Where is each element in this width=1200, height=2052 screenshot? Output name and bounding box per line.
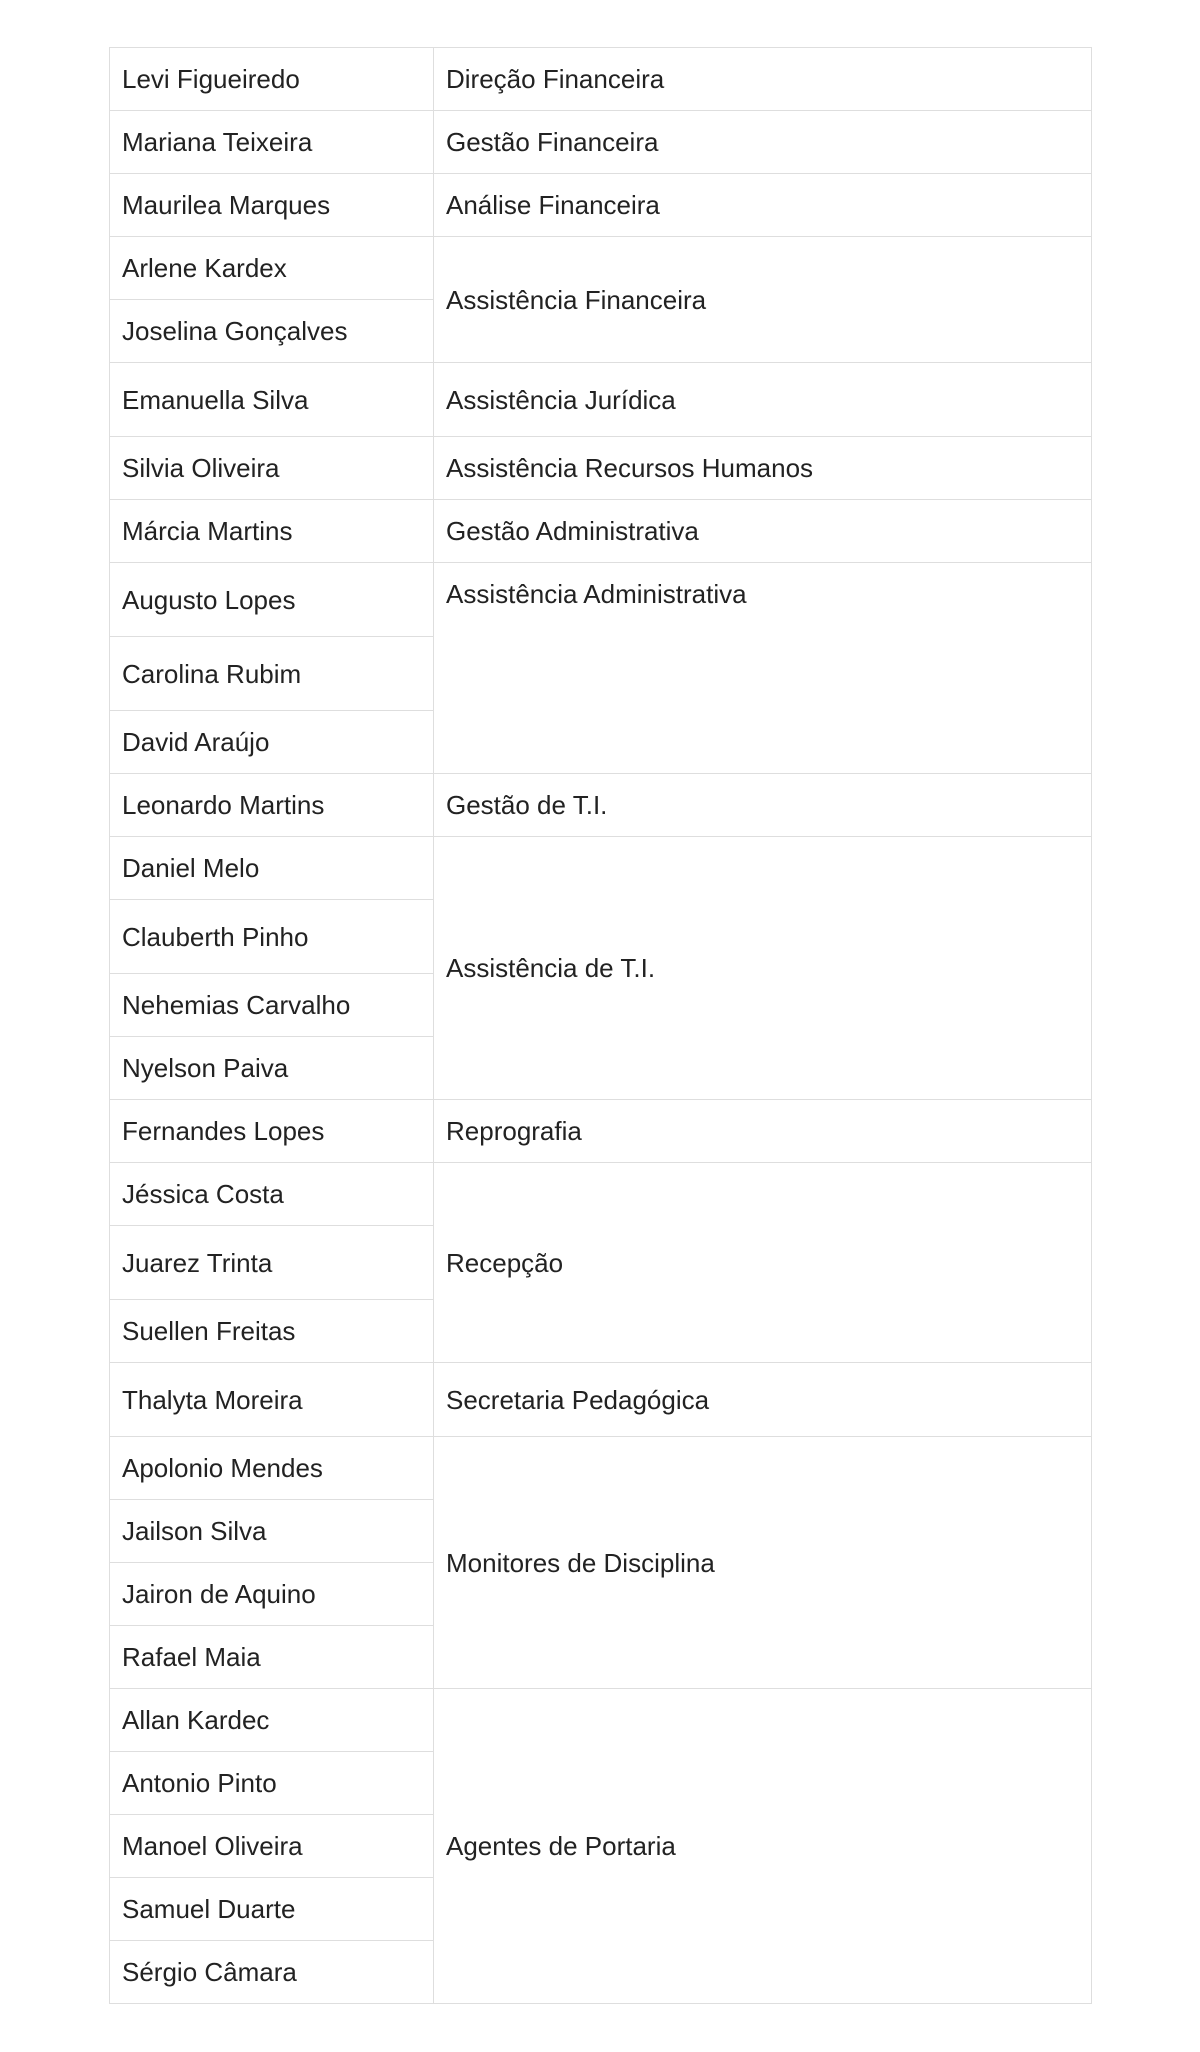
person-name-cell: Antonio Pinto xyxy=(110,1752,434,1815)
role-cell: Gestão de T.I. xyxy=(434,774,1092,837)
person-name-cell: Jailson Silva xyxy=(110,1500,434,1563)
person-name-cell: Arlene Kardex xyxy=(110,237,434,300)
person-name-cell: Maurilea Marques xyxy=(110,174,434,237)
role-cell: Assistência Administrativa xyxy=(434,563,1092,774)
table-row xyxy=(110,174,1092,237)
staff-table xyxy=(109,47,1092,2004)
person-name-cell: Carolina Rubim xyxy=(110,637,434,711)
person-name-cell: Jéssica Costa xyxy=(110,1163,434,1226)
person-name-cell: Nyelson Paiva xyxy=(110,1037,434,1100)
table-row xyxy=(110,363,1092,437)
person-name-cell: David Araújo xyxy=(110,711,434,774)
table-row xyxy=(110,111,1092,174)
person-name-cell: Augusto Lopes xyxy=(110,563,434,637)
role-cell: Gestão Administrativa xyxy=(434,500,1092,563)
person-name-cell: Thalyta Moreira xyxy=(110,1363,434,1437)
person-name-cell: Manoel Oliveira xyxy=(110,1815,434,1878)
table-row xyxy=(110,1163,1092,1226)
person-name-cell: Levi Figueiredo xyxy=(110,48,434,111)
person-name-cell: Apolonio Mendes xyxy=(110,1437,434,1500)
table-row xyxy=(110,237,1092,300)
role-cell: Assistência Recursos Humanos xyxy=(434,437,1092,500)
person-name-cell: Daniel Melo xyxy=(110,837,434,900)
person-name-cell: Sérgio Câmara xyxy=(110,1941,434,2004)
staff-table-body xyxy=(110,48,1092,2004)
person-name-cell: Leonardo Martins xyxy=(110,774,434,837)
person-name-cell: Joselina Gonçalves xyxy=(110,300,434,363)
table-row xyxy=(110,774,1092,837)
person-name-cell: Emanuella Silva xyxy=(110,363,434,437)
role-cell: Agentes de Portaria xyxy=(434,1689,1092,2004)
person-name-cell: Suellen Freitas xyxy=(110,1300,434,1363)
table-row xyxy=(110,1437,1092,1500)
role-cell: Gestão Financeira xyxy=(434,111,1092,174)
person-name-cell: Mariana Teixeira xyxy=(110,111,434,174)
table-row xyxy=(110,437,1092,500)
role-cell: Secretaria Pedagógica xyxy=(434,1363,1092,1437)
role-cell: Análise Financeira xyxy=(434,174,1092,237)
role-cell: Assistência Financeira xyxy=(434,237,1092,363)
person-name-cell: Allan Kardec xyxy=(110,1689,434,1752)
role-cell: Monitores de Disciplina xyxy=(434,1437,1092,1689)
person-name-cell: Rafael Maia xyxy=(110,1626,434,1689)
table-row xyxy=(110,1100,1092,1163)
role-cell: Reprografia xyxy=(434,1100,1092,1163)
table-row xyxy=(110,1363,1092,1437)
person-name-cell: Silvia Oliveira xyxy=(110,437,434,500)
person-name-cell: Jairon de Aquino xyxy=(110,1563,434,1626)
person-name-cell: Juarez Trinta xyxy=(110,1226,434,1300)
role-cell: Recepção xyxy=(434,1163,1092,1363)
role-cell: Assistência de T.I. xyxy=(434,837,1092,1100)
person-name-cell: Márcia Martins xyxy=(110,500,434,563)
person-name-cell: Samuel Duarte xyxy=(110,1878,434,1941)
person-name-cell: Clauberth Pinho xyxy=(110,900,434,974)
table-row xyxy=(110,837,1092,900)
table-row xyxy=(110,563,1092,637)
table-row xyxy=(110,48,1092,111)
table-row xyxy=(110,500,1092,563)
person-name-cell: Nehemias Carvalho xyxy=(110,974,434,1037)
role-cell: Direção Financeira xyxy=(434,48,1092,111)
person-name-cell: Fernandes Lopes xyxy=(110,1100,434,1163)
role-cell: Assistência Jurídica xyxy=(434,363,1092,437)
table-row xyxy=(110,1689,1092,1752)
